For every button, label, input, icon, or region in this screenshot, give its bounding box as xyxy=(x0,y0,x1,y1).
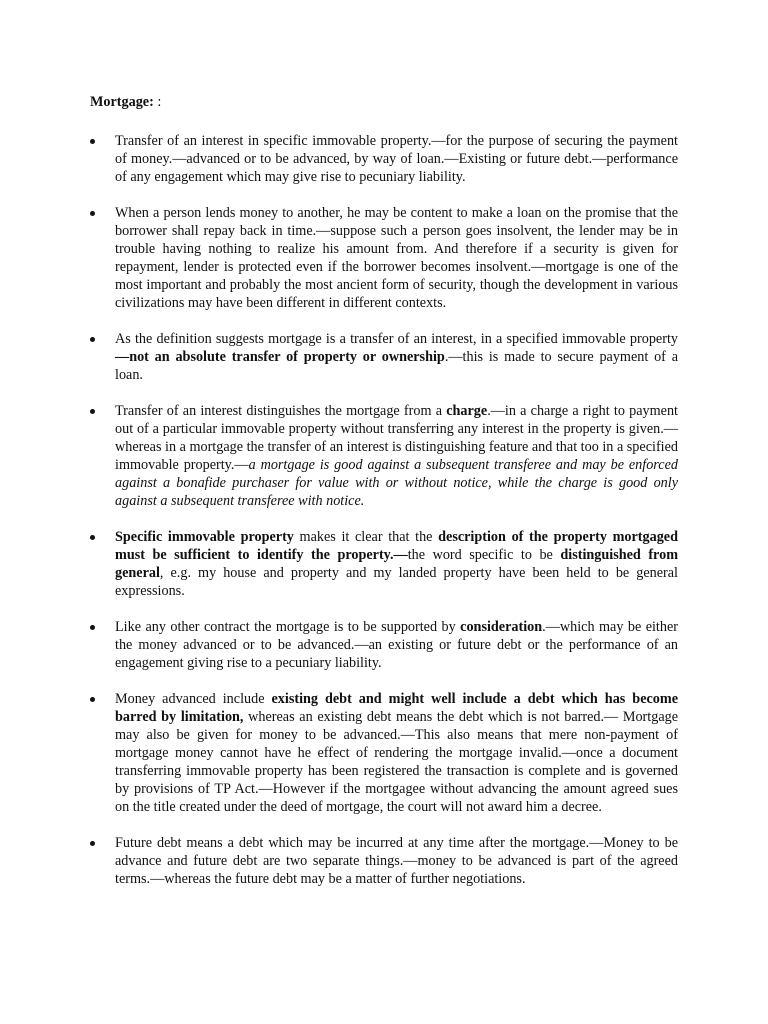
heading-suffix: : xyxy=(153,94,162,110)
bullet-list xyxy=(90,132,678,888)
bullet-dot-icon xyxy=(90,409,95,414)
page-heading xyxy=(90,93,678,111)
bullet-text-italic: a mortgage is good against a subsequent transferee and may be enforced against a bonafide purchaser for value with or without notice, while the charge is good only against a subsequent transferee with notice. xyxy=(115,457,678,509)
bullet-text-bold: existing debt and might well include a debt which has become barred by limitation, xyxy=(115,691,679,725)
bullet-text: makes it clear that the xyxy=(293,529,439,545)
bullet-dot-icon xyxy=(90,841,95,846)
bullet-text: When a person lends money to another, he may be content to make a loan on the promise that the borrower shall repay back in time.—suppose such a person goes insolvent, the lender may be in trouble having nothing to realize his amount from. And therefore if a security is given for repayment, lender is protected even if the borrower becomes insolvent.—mortgage is one of the most important and probably the most ancient form of security, though the development in various civilizations may have been different in different contexts. xyxy=(115,205,678,311)
bullet-text: As the definition suggests mortgage is a transfer of an interest, in a specified immovable property xyxy=(115,331,678,347)
bullet-dot-icon xyxy=(90,535,95,540)
bullet-text: the word specific to be xyxy=(407,547,561,563)
bullet-text-bold: Specific immovable property xyxy=(115,529,294,545)
bullet-text: Like any other contract the mortgage is to be supported by xyxy=(115,619,461,635)
bullet-text: .—in a charge a right to payment out of a particular immovable property without transferring any interest in the property is given.—whereas in a mortgage the transfer of an interest is distinguishing feature and that too in a specified immovable property.— xyxy=(115,403,678,473)
bullet-text: , e.g. my house and property and my landed property have been held to be general expressions. xyxy=(115,565,678,599)
bullet-item-7 xyxy=(90,690,678,816)
bullet-text: Transfer of an interest in specific immovable property.—for the purpose of securing the payment of money.—advanced or to be advanced, by way of loan.—Existing or future debt.—performance of any engagement which may give rise to pecuniary liability. xyxy=(115,133,678,185)
bullet-text: whereas an existing debt means the debt which is not barred.— Mortgage may also be given for money to be advanced.—This also means that mere non-payment of mortgage money cannot have he effect of rendering the mortgage invalid.—once a document transferring immovable property has been registered the transaction is complete and is governed by provisions of TP Act.—However if the mortgagee without advancing the amount agreed sues on the title created under the deed of mortgage, the court will not award him a decree. xyxy=(115,709,679,815)
bullet-item-3 xyxy=(90,330,678,384)
bullet-dot-icon xyxy=(90,625,95,630)
bullet-text-bold: —not an absolute transfer of property or ownership xyxy=(115,349,445,365)
bullet-text-bold: consideration xyxy=(460,619,543,635)
heading-bold: Mortgage: xyxy=(90,94,154,110)
bullet-text: Future debt means a debt which may be incurred at any time after the mortgage.—Money to be advance and future debt are two separate things.—money to be advanced is part of the agreed terms.—whereas the future debt may be a matter of further negotiations. xyxy=(115,835,678,887)
bullet-item-4 xyxy=(90,402,678,510)
bullet-text: .—which may be either the money advanced or to be advanced.—an existing or future debt or the performance of an engagement giving rise to a pecuniary liability. xyxy=(115,619,678,671)
bullet-dot-icon xyxy=(90,697,95,702)
bullet-text: .—this is made to secure payment of a loan. xyxy=(115,349,678,383)
bullet-dot-icon xyxy=(90,211,95,216)
bullet-text: Transfer of an interest distinguishes the mortgage from a xyxy=(115,403,447,419)
bullet-text: Money advanced include xyxy=(115,691,272,707)
bullet-item-6 xyxy=(90,618,678,672)
bullet-text-bold: description of the property mortgaged must be sufficient to identify the property.— xyxy=(115,529,678,563)
bullet-item-2 xyxy=(90,204,678,312)
bullet-item-1 xyxy=(90,132,678,186)
bullet-item-5 xyxy=(90,528,678,600)
bullet-text-bold: charge xyxy=(446,403,488,419)
bullet-item-8 xyxy=(90,834,678,888)
bullet-dot-icon xyxy=(90,337,95,342)
bullet-dot-icon xyxy=(90,139,95,144)
bullet-text-bold: distinguished from general xyxy=(115,547,679,581)
